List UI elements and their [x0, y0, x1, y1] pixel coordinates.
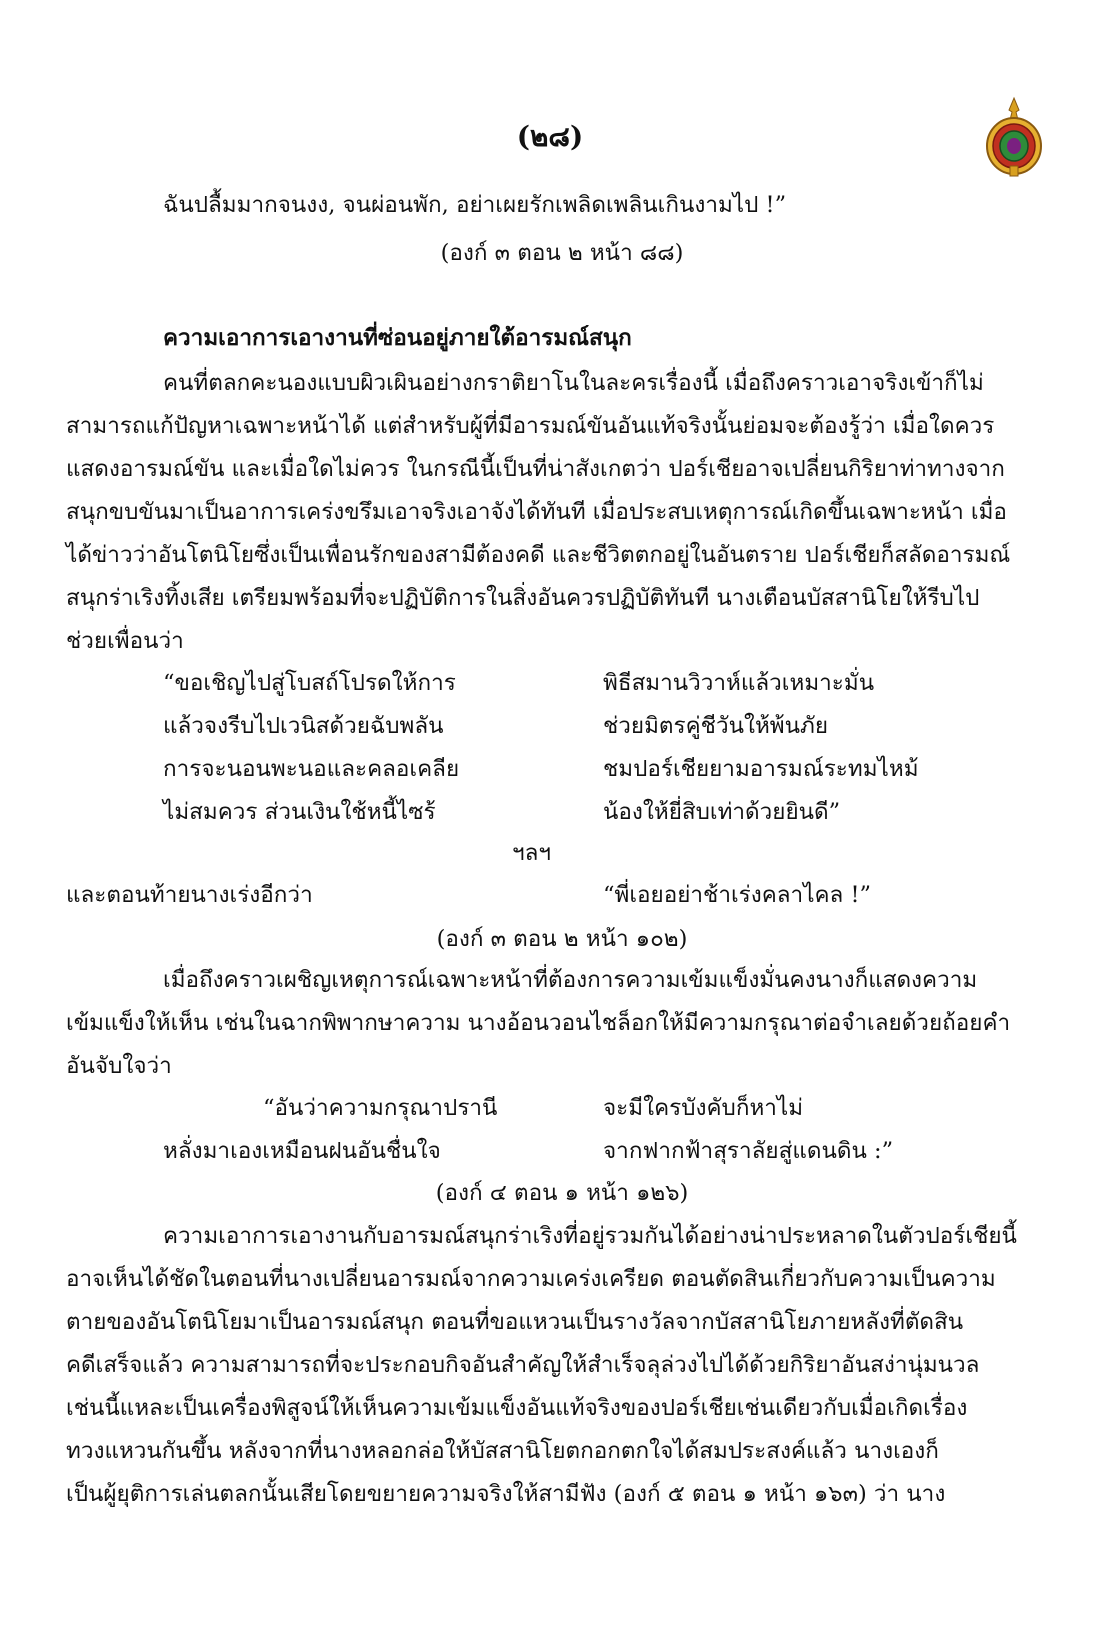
paragraph-line: สามารถแก้ปัญหาเฉพาะหน้าได้ แต่สำหรับผู้ที่มีอารมณ์ขันอันแท้จริงนั้นย่อมจะต้องรู้ว่า เมื่อใดควร: [66, 413, 995, 439]
ending-line-left: และตอนท้ายนางเร่งอีกว่า: [66, 882, 313, 908]
paragraph-line: เป็นผู้ยุติการเล่นตลกนั้นเสียโดยขยายความจริงให้สามีฟัง (องก์ ๕ ตอน ๑ หน้า ๑๖๓) ว่า นาง: [66, 1481, 946, 1507]
opening-quote-line: ฉันปลื้มมากจนงง, จนผ่อนพัก, อย่าเผยรักเพลิดเพลินเกินงามไป !”: [163, 192, 787, 218]
poem-verse-left: “ขอเชิญไปสู่โบสถ์โปรดให้การ: [163, 670, 456, 696]
poem-verse-left: ไม่สมควร ส่วนเงินใช้หนี้ไซร้: [163, 799, 436, 825]
paragraph-line: สนุกร่าเริงทิ้งเสีย เตรียมพร้อมที่จะปฏิบัติการในสิ่งอันควรปฏิบัติทันที นางเตือนบัสสานิโยให้รีบไป: [66, 585, 980, 611]
paragraph-line: แสดงอารมณ์ขัน และเมื่อใดไม่ควร ในกรณีนี้เป็นที่น่าสังเกตว่า ปอร์เชียอาจเปลี่ยนกิริยาท่าทางจาก: [66, 456, 1005, 482]
poem-verse-left: “อันว่าความกรุณาปรานี: [263, 1095, 498, 1121]
paragraph-line: คนที่ตลกคะนองแบบผิวเผินอย่างกราติยาโนในละครเรื่องนี้ เมื่อถึงคราวเอาจริงเข้าก็ไม่: [163, 370, 984, 396]
paragraph-line: ตายของอันโตนิโยมาเป็นอารมณ์สนุก ตอนที่ขอแหวนเป็นรางวัลจากบัสสานิโยภายหลังที่ตัดสิน: [66, 1309, 964, 1335]
poem-verse-left: แล้วจงรีบไปเวนิสด้วยฉับพลัน: [163, 713, 444, 739]
poem-verse-right: จากฟากฟ้าสุราลัยสู่แดนดิน :”: [603, 1138, 894, 1164]
paragraph-line: ทวงแหวนกันขึ้น หลังจากที่นางหลอกล่อให้บัสสานิโยตกอกตกใจได้สมประสงค์แล้ว นางเองก็: [66, 1438, 939, 1464]
paragraph-line: อาจเห็นได้ชัดในตอนที่นางเปลี่ยนอารมณ์จากความเคร่งเครียด ตอนตัดสินเกี่ยวกับความเป็นความ: [66, 1266, 996, 1292]
reference-2: (องก์ ๓ ตอน ๒ หน้า ๑๐๒): [436, 926, 688, 952]
opening-quote-reference: (องก์ ๓ ตอน ๒ หน้า ๘๘): [440, 240, 684, 266]
poem-verse-right: ช่วยมิตรคู่ชีวันให้พ้นภัย: [603, 713, 828, 739]
paragraph-line: เช่นนี้แหละเป็นเครื่องพิสูจน์ให้เห็นความเข้มแข็งอันแท้จริงของปอร์เชียเช่นเดียวกับเมื่อเกิดเรื่อง: [66, 1395, 968, 1421]
poem-verse-right: จะมีใครบังคับก็หาไม่: [603, 1095, 804, 1121]
paragraph-line: สนุกขบขันมาเป็นอาการเคร่งขรึมเอาจริงเอาจังได้ทันที เมื่อประสบเหตุการณ์เกิดขึ้นเฉพาะหน้า เมื่อ: [66, 499, 1007, 525]
section-heading: ความเอาการเอางานที่ซ่อนอยู่ภายใต้อารมณ์สนุก: [163, 325, 632, 351]
poem-verse-right: พิธีสมานวิวาห์แล้วเหมาะมั่น: [603, 670, 875, 696]
paragraph-line: อันจับใจว่า: [66, 1053, 172, 1079]
poem-verse-right: น้องให้ยี่สิบเท่าด้วยยินดี”: [603, 799, 841, 825]
poem-verse-left: การจะนอนพะนอและคลอเคลีย: [163, 756, 460, 782]
paragraph-line: เข้มแข็งให้เห็น เช่นในฉากพิพากษาความ นางอ้อนวอนไชล็อกให้มีความกรุณาต่อจำเลยด้วยถ้อยคำ: [66, 1010, 1011, 1036]
ending-line-right: “พี่เอยอย่าช้าเร่งคลาไคล !”: [603, 882, 872, 908]
paragraph-line: ความเอาการเอางานกับอารมณ์สนุกร่าเริงที่อยู่รวมกันได้อย่างน่าประหลาดในตัวปอร์เชียนี้: [163, 1223, 1017, 1249]
paragraph-line: คดีเสร็จแล้ว ความสามารถที่จะประกอบกิจอันสำคัญให้สำเร็จลุล่วงไปได้ด้วยกิริยาอันสง่านุ่มนวล: [66, 1352, 980, 1378]
paragraph-line: ช่วยเพื่อนว่า: [66, 628, 184, 654]
poem-verse-right: ชมปอร์เชียยามอารมณ์ระทมไหม้: [603, 756, 919, 782]
ellipsis-mark: ฯลฯ: [512, 840, 552, 866]
poem-verse-left: หลั่งมาเองเหมือนฝนอันชื่นใจ: [163, 1138, 441, 1164]
school-seal-emblem-icon: [983, 96, 1045, 178]
paragraph-line: ได้ข่าวว่าอันโตนิโยซึ่งเป็นเพื่อนรักของสามีต้องคดี และชีวิตตกอยู่ในอันตราย ปอร์เชียก็สลัดอารมณ์: [66, 542, 1011, 568]
paragraph-line: เมื่อถึงคราวเผชิญเหตุการณ์เฉพาะหน้าที่ต้องการความเข้มแข็งมั่นคงนางก็แสดงความ: [163, 967, 978, 993]
page-number: (๒๘): [516, 120, 584, 153]
reference-3: (องก์ ๔ ตอน ๑ หน้า ๑๒๖): [435, 1180, 689, 1206]
